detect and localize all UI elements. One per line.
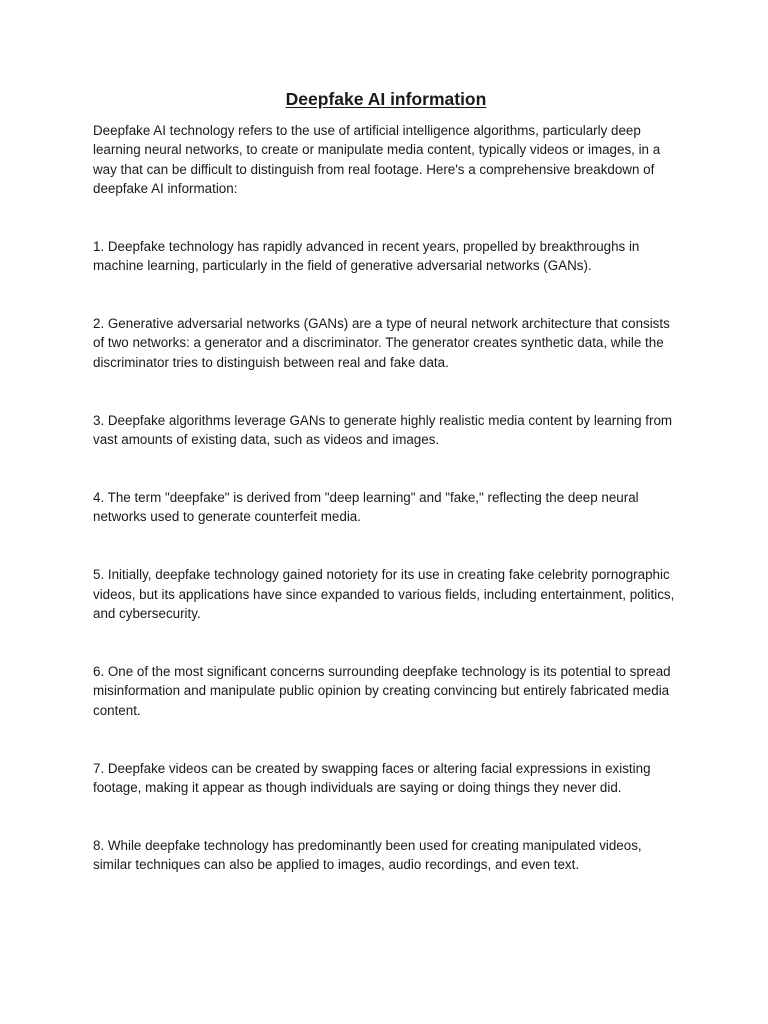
list-item: 4. The term "deepfake" is derived from "deep learning" and "fake," reflecting the deep neural networks used to generate counterfeit media. bbox=[93, 489, 639, 525]
list-item: 6. One of the most significant concerns surrounding deepfake technology is its potential to spread misinformation and manipulate public opinion by creating convincing but entirely fabricated media content. bbox=[93, 664, 671, 718]
list-item: 2. Generative adversarial networks (GANs) are a type of neural network architecture that consists of two networks: a generator and a discriminator. The generator creates synthetic data, while the discriminator tries to distinguish between real and fake data. bbox=[93, 315, 670, 370]
list-item: 3. Deepfake algorithms leverage GANs to generate highly realistic media content by learning from vast amounts of existing data, such as videos and images. bbox=[93, 412, 673, 448]
document-title: Deepfake AI information bbox=[285, 89, 487, 109]
list-item: 5. Initially, deepfake technology gained notoriety for its use in creating fake celebrity pornographic videos, but its applications have since expanded to various fields, including entertainment, politics, and cybersecurity. bbox=[93, 567, 675, 622]
list-item: 8. While deepfake technology has predominantly been used for creating manipulated videos, similar techniques can also be applied to images, audio recordings, and even text. bbox=[93, 838, 642, 873]
document-page bbox=[93, 86, 679, 913]
list-item: 1. Deepfake technology has rapidly advanced in recent years, propelled by breakthroughs in machine learning, particularly in the field of generative adversarial networks (GANs). bbox=[93, 238, 640, 274]
list-item: 7. Deepfake videos can be created by swapping faces or altering facial expressions in existing footage, making it appear as though individuals are saying or doing things they never did. bbox=[93, 760, 651, 796]
intro-paragraph: Deepfake AI technology refers to the use of artificial intelligence algorithms, particularly deep learning neural networks, to create or manipulate media content, typically videos or images, in a way that can be difficult to distinguish from real footage. Here's a comprehensive breakdown of deepfake AI information: bbox=[93, 123, 661, 197]
